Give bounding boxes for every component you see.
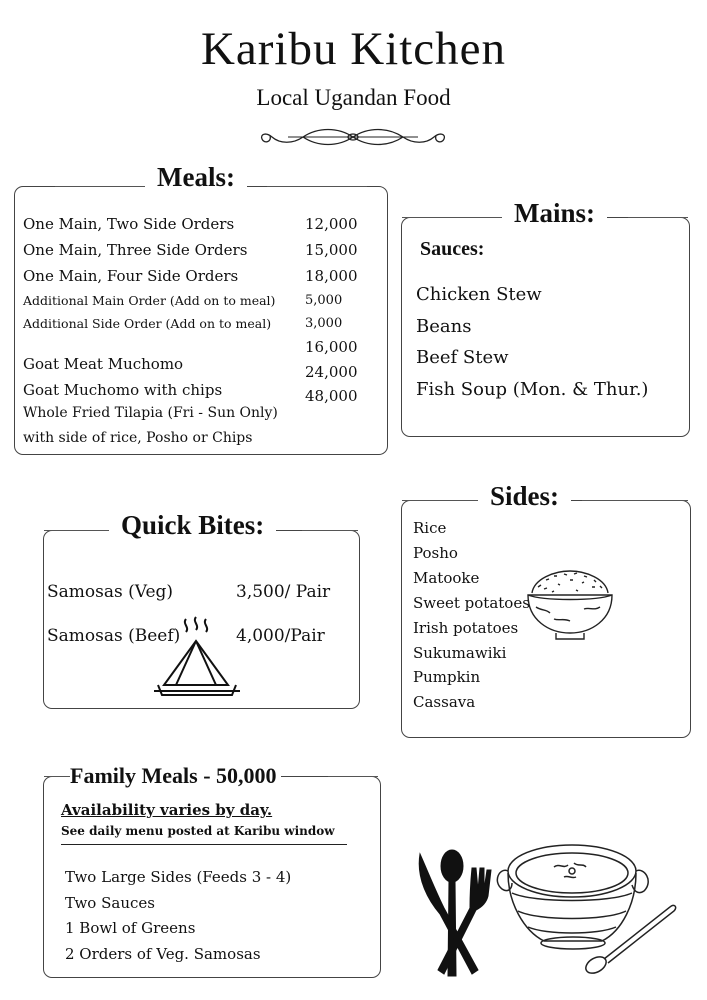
quick-bite-name: Samosas (Veg) bbox=[47, 582, 174, 602]
restaurant-title: Karibu Kitchen bbox=[200, 23, 507, 75]
meal-item-name: Additional Main Order (Add on to meal) bbox=[23, 293, 276, 308]
special-item: Goat Meat Muchomo bbox=[23, 355, 184, 373]
side-item: Matooke bbox=[413, 569, 480, 587]
main-item: Beef Stew bbox=[416, 347, 509, 368]
quick-bites-section bbox=[43, 510, 360, 709]
availability-note: Availability varies by day. bbox=[61, 801, 273, 819]
meals-heading: Meals: bbox=[145, 162, 247, 193]
samosa-icon bbox=[150, 615, 244, 701]
rice-bowl-icon bbox=[524, 565, 616, 643]
mains-heading: Mains: bbox=[502, 198, 607, 229]
ornament-divider-icon bbox=[258, 124, 448, 150]
mains-section bbox=[401, 198, 690, 437]
cutlery-icon bbox=[414, 848, 496, 980]
side-item: Cassava bbox=[413, 693, 476, 711]
meal-item-price: 15,000 bbox=[305, 241, 358, 259]
sides-heading: Sides: bbox=[478, 481, 571, 512]
side-item: Pumpkin bbox=[413, 668, 481, 686]
main-item: Beans bbox=[416, 316, 472, 337]
family-meals-heading: Family Meals - 50,000 bbox=[66, 763, 281, 789]
family-meals-section bbox=[43, 763, 381, 978]
restaurant-subtitle: Local Ugandan Food bbox=[256, 85, 451, 110]
quick-bite-name: Samosas (Beef) bbox=[47, 626, 181, 646]
side-item: Posho bbox=[413, 544, 458, 562]
meal-item-name: One Main, Three Side Orders bbox=[23, 241, 248, 259]
family-meal-item: Two Large Sides (Feeds 3 - 4) bbox=[65, 868, 292, 886]
side-item: Sukumawiki bbox=[413, 644, 507, 662]
main-item: Fish Soup (Mon. & Thur.) bbox=[416, 379, 649, 400]
meal-item-price: 3,000 bbox=[305, 316, 343, 331]
special-item: Whole Fried Tilapia (Fri - Sun Only) bbox=[23, 405, 278, 421]
sides-section bbox=[401, 481, 691, 738]
quick-bite-price: 4,000/Pair bbox=[236, 626, 325, 646]
family-meal-item: 2 Orders of Veg. Samosas bbox=[65, 945, 261, 963]
soup-bowl-icon bbox=[494, 833, 682, 981]
special-price: 48,000 bbox=[305, 387, 358, 405]
meal-item-name: Additional Side Order (Add on to meal) bbox=[23, 316, 272, 331]
meal-item-price: 5,000 bbox=[305, 293, 343, 308]
special-item-note: with side of rice, Posho or Chips bbox=[23, 430, 253, 446]
meal-item-name: One Main, Two Side Orders bbox=[23, 215, 235, 233]
meal-item-price: 12,000 bbox=[305, 215, 358, 233]
side-item: Rice bbox=[413, 519, 447, 537]
special-item: Goat Muchomo with chips bbox=[23, 381, 223, 399]
sauces-subheading: Sauces: bbox=[420, 238, 485, 260]
meal-item-name: One Main, Four Side Orders bbox=[23, 267, 239, 285]
side-item: Sweet potatoes bbox=[413, 594, 530, 612]
family-meal-item: Two Sauces bbox=[65, 894, 155, 912]
side-item: Irish potatoes bbox=[413, 619, 519, 637]
meals-section bbox=[14, 162, 388, 455]
quick-bite-price: 3,500/ Pair bbox=[236, 582, 331, 602]
special-price: 16,000 bbox=[305, 338, 358, 356]
quick-bites-heading: Quick Bites: bbox=[109, 510, 276, 541]
meal-item-price: 18,000 bbox=[305, 267, 358, 285]
family-meal-item: 1 Bowl of Greens bbox=[65, 919, 196, 937]
daily-menu-note: See daily menu posted at Karibu window bbox=[61, 824, 335, 838]
main-item: Chicken Stew bbox=[416, 284, 542, 305]
special-price: 24,000 bbox=[305, 363, 358, 381]
